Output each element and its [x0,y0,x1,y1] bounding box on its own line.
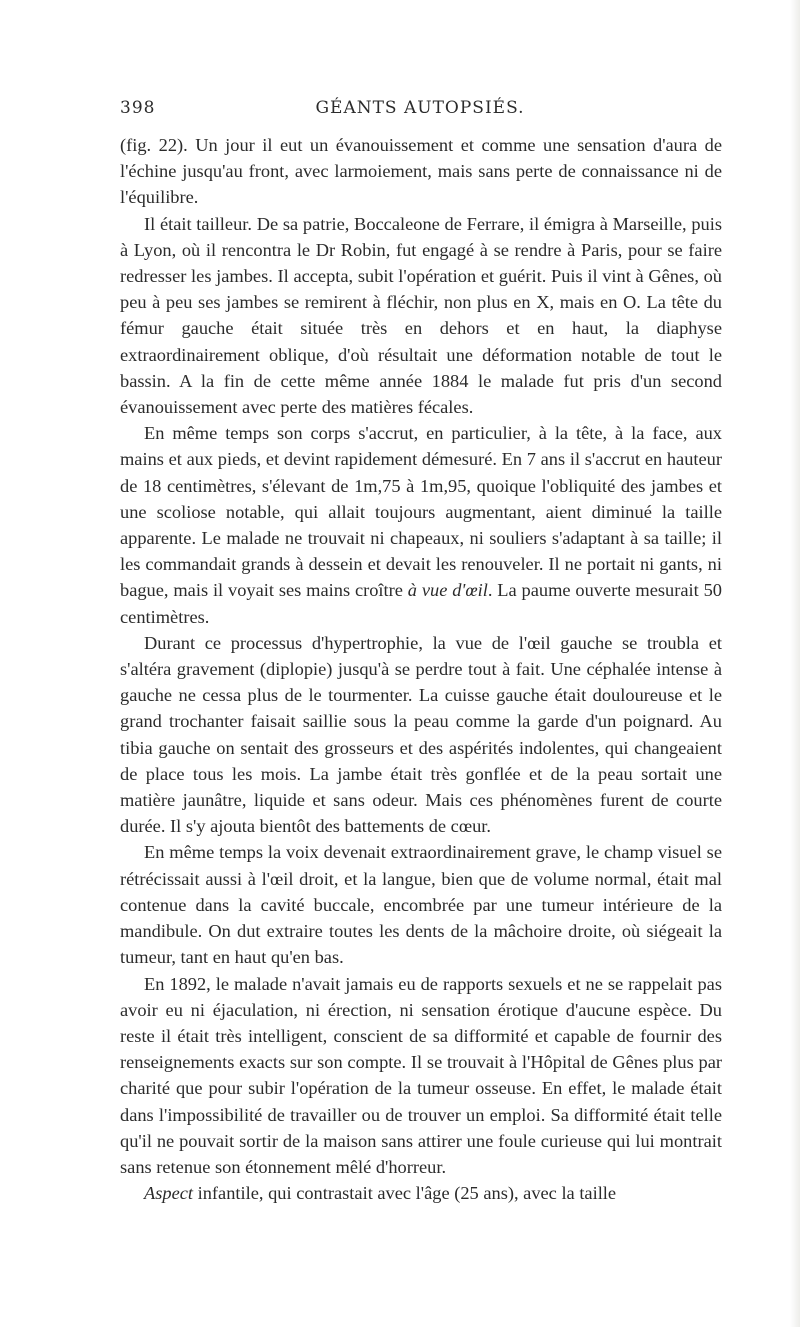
running-head: GÉANTS AUTOPSIÉS. [315,98,525,118]
paragraph: (fig. 22). Un jour il eut un évanouissement et comme une sensation d'aura de l'échine jusqu'au front, avec larmoiement, mais sans perte de connaissance ni de l'équilibre. [120,135,722,208]
paragraph: En même temps la voix devenait extraordinairement grave, le champ visuel se rétrécissait aussi à l'œil droit, et la langue, bien que de volume normal, était mal contenue dans la cavité buccale, encombrée par une tumeur intérieure de la mandibule. On dut extraire toutes les dents de la mâchoire droite, où siégeait la tumeur, tant en haut qu'en bas. [120,842,722,968]
paragraph-text: infantile, qui contrastait avec l'âge (25 ans), avec la taille [193,1183,617,1204]
paragraph [120,420,722,630]
body-text [120,132,722,1206]
italic-word: Aspect [144,1183,194,1204]
paragraph: Il était tailleur. De sa patrie, Boccaleone de Ferrare, il émigra à Marseille, puis à Lyon, où il rencontra le Dr Robin, fut engagé à se rendre à Paris, pour se faire redresser les jambes. Il accepta, subit l'opération et guérit. Puis il vint à Gênes, où peu à peu ses jambes se remirent à fléchir, non plus en X, mais en O. La tête du fémur gauche était située très en dehors et en haut, la diaphyse extraordinairement oblique, d'où résultait une déformation notable de tout le bassin. A la fin de cette même année 1884 le malade fut pris d'un second évanouissement avec perte des matières fécales. [120,213,722,418]
paragraph: Durant ce processus d'hypertrophie, la vue de l'œil gauche se troubla et s'altéra gravement (diplopie) jusqu'à se perdre tout à fait. Une céphalée intense à gauche ne cessa plus de le tourmenter. La cuisse gauche était douloureuse et le grand trochanter faisait saillie sous la peau comme la garde d'un poignard. Au tibia gauche on sentait des grosseurs et des aspérités indolentes, qui changeaient de place tous les mois. La jambe était très gonflée et de la peau sortait une matière jaunâtre, liquide et sans odeur. Mais ces phénomènes furent de courte durée. Il s'y ajouta bientôt des battements de cœur. [120,632,722,837]
page-edge-shadow [790,0,800,1327]
page-number: 398 [120,98,156,118]
page-header [120,98,720,124]
paragraph-tail: . La paume ouverte mesurait 50 centimètres. [120,580,722,627]
italic-phrase: à vue d'œil [407,580,488,601]
paragraph-text: En même temps son corps s'accrut, en particulier, à la tête, à la face, aux mains et aux pieds, et devint rapidement démesuré. En 7 ans il s'accrut en hauteur de 18 centimètres, s'élevant de 1m,75 à 1m,95, quoique l'obliquité des jambes et une scoliose notable, qui allait toujours augmentant, aient diminué la taille apparente. Le malade ne trouvait ni chapeaux, ni souliers s'adaptant à sa taille; il les commandait grands à dessein et devait les renouveler. Il ne portait ni gants, ni bague, mais il voyait ses mains croître [120,423,722,601]
paragraph [120,1180,722,1206]
paragraph: En 1892, le malade n'avait jamais eu de rapports sexuels et ne se rappelait pas avoir eu ni éjaculation, ni érection, ni sensation érotique d'aucune espèce. Du reste il était très intelligent, conscient de sa difformité et capable de fournir des renseignements exacts sur son compte. Il se trouvait à l'Hôpital de Gênes plus par charité que pour subir l'opération de la tumeur osseuse. En effet, le malade était dans l'impossibilité de travailler ou de trouver un emploi. Sa difformité était telle qu'il ne pouvait sortir de la maison sans attirer une foule curieuse qui lui montrait sans retenue son étonnement mêlé d'horreur. [120,973,722,1177]
